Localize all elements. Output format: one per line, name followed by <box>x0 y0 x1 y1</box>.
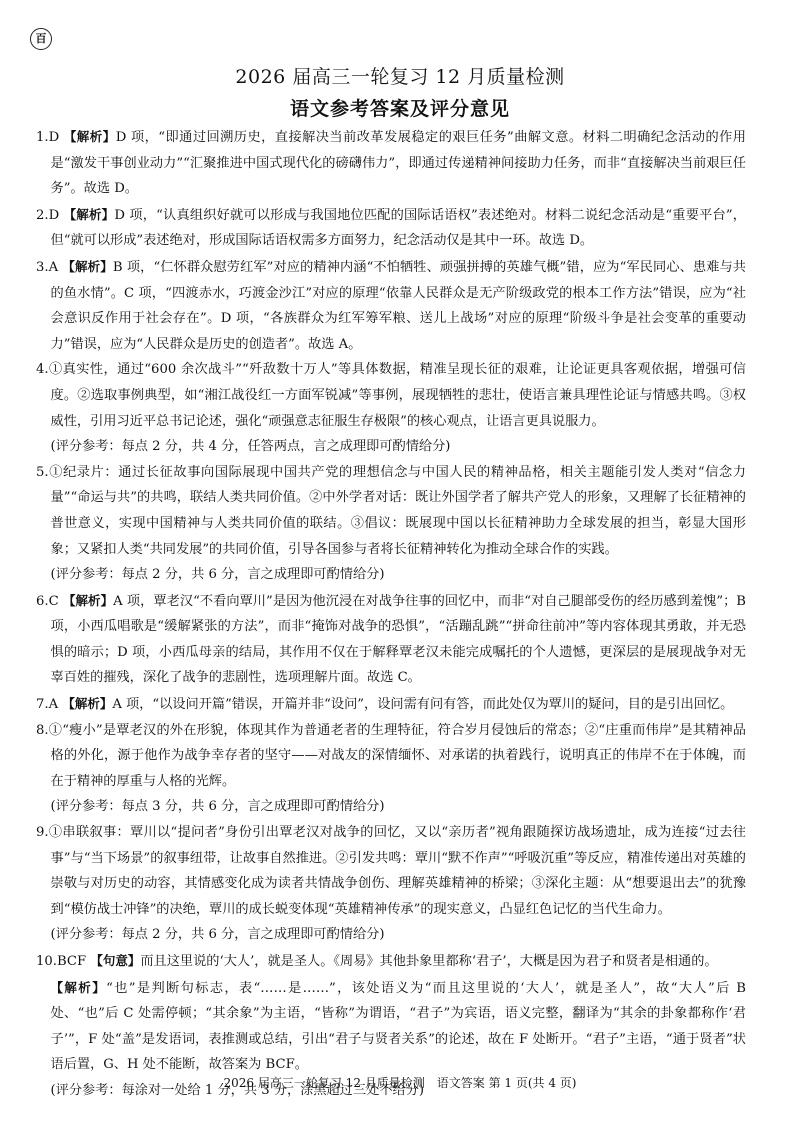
answer-item-4: 4.①真实性，通过“600 余次战斗”“歼敌数十万人”等具体数据，精准呈现长征的艰难，让论证更具客观依据，增强可信度。②选取事例典型，如“湘江战役红一方面军锐减”等事例，展现牺牲的悲壮，使语言兼具理性论证与情感共鸣。③权威性，引用习近平总书记论述，强化“顽强意志征服生存极限”的核心观点，让语言更具说服力。 <box>36 362 746 429</box>
publisher-logo: 百 <box>30 28 52 50</box>
scoring-note-10: (评分参考：每涂对一处给 1 分，共 3 分，涂黑超过三处不给分) <box>50 1082 425 1098</box>
answer-item-2: 2.D 【解析】D 项，“认真组织好就可以形成与我国地位匹配的国际话语权”表述绝对。材料二说纪念活动是“重要平台”，但“就可以形成”表述绝对，形成国际话语权需多方面努力，纪念活动仅是其中一环。故选 D。 <box>36 206 746 249</box>
scoring-note-5: (评分参考：每点 2 分，共 6 分，言之成理即可酌情给分) <box>50 567 385 583</box>
scoring-note-9: (评分参考：每点 2 分，共 6 分，言之成理即可酌情给分) <box>50 927 385 943</box>
answer-item-3: 3.A 【解析】B 项，“仁怀群众慰劳红军”对应的精神内涵“不怕牺牲、顽强拼搏的英雄气概”错，应为“军民同心、患难与共的鱼水情”。C 项，“四渡赤水，巧渡金沙江”对应的原理“依靠人民群众是无产阶级政党的根本工作方法”错误，应为“社会意识反作用于社会存在”。D 项，“各族群众为红军筹军粮、送儿上战场”对应的原理“阶级斗争是社会变革的重要动力”错误，应为“人民群众是历史的创造者”。故选 A。 <box>36 258 746 352</box>
scoring-note-4: (评分参考：每点 2 分，共 4 分，任答两点，言之成理即可酌情给分) <box>50 439 451 455</box>
answer-item-10: 10.BCF 【句意】而且这里说的‘大人’，就是圣人。《周易》其他卦象里都称‘君子’，大概是因为君子和贤者是相通的。 <box>36 953 718 969</box>
answer-item-1: 1.D 【解析】D 项，“即通过回溯历史，直接解决当前改革发展稳定的艰巨任务”曲解文意。材料二明确纪念活动的作用是“激发干事创业动力”“汇聚推进中国式现代化的磅礴伟力”，即通过传递精神间接助力任务，而非“直接解决当前艰巨任务”。故选 D。 <box>36 129 746 197</box>
answer-item-6: 6.C 【解析】A 项，覃老汉“不看向覃川”是因为他沉浸在对战争往事的回忆中，而非“对自己腿部受伤的经历感到羞愧”；B 项，小西瓜唱歌是“缓解紧张的方法”，而非“掩饰对战争的恐惧”，“活蹦乱跳”“拼命往前冲”等内容体现其勇敢，并无恐惧的暗示；D 项，小西瓜母亲的结局，其作用不仅在于解释覃老汉未能完成嘱托的个人遗憾，更深层的是展现战争对无辜百姓的摧残，深化了战争的悲剧性，选项理解片面。故选 C。 <box>36 592 746 686</box>
answer-item-7: 7.A 【解析】A 项，“以设问开篇”错误，开篇并非“设问”，设问需有问有答，而此处仅为覃川的疑问，目的是引出回忆。 <box>36 696 734 713</box>
answer-item-10-analysis: 【解析】“也”是判断句标志，表“……是……”，该处语义为“而且这里说的‘大人’，就是圣人”，故“大人”后 B 处、“也”后 C 处需停顿；“其余象”为主语，“皆称”为谓语，“君子”为宾语，语义完整，翻译为“其余的卦象都称作‘君子’”，F 处“盖”是发语词，表推测或总结，引出“君子与贤者关系”的论述，故在 F 处断开。“君子”主语，“通于贤者”状语后置，G、H 处不能断，故答案为 BCF。 <box>50 979 746 1073</box>
answer-item-8: 8.①“瘦小”是覃老汉的外在形貌，体现其作为普通老者的生理特征，符合岁月侵蚀后的常态；②“庄重而伟岸”是其精神品格的外化，源于他作为战争幸存者的坚守——对战友的深情缅怀、对承诺的执着践行，说明真正的伟岸不在于体魄，而在于精神的厚重与人格的光辉。 <box>36 722 746 789</box>
answer-content <box>36 124 746 1104</box>
answer-item-5: 5.①纪录片：通过长征故事向国际展现中国共产党的理想信念与中国人民的精神品格，相关主题能引发人类对“信念力量”“命运与共”的共鸣，联结人类共同价值。②中外学者对话：既让外国学者了解共产党人的形象，又理解了长征精神的普世意义，实现中国精神与人类共同价值的联结。③倡议：既展现中国以长征精神助力全球发展的担当，彰显大国形象；又紧扣人类“共同发展”的共同价值，引导各国参与者将长征精神转化为推动全球合作的实践。 <box>36 464 746 557</box>
page-title: 2026 届高三一轮复习 12 月质量检测 <box>235 66 565 88</box>
page-footer: 2026 届高三一轮复习 12 月质量检测 语文答案 第 1 页(共 4 页) <box>223 1076 577 1090</box>
answer-item-9: 9.①串联叙事：覃川以“提问者”身份引出覃老汉对战争的回忆，又以“亲历者”视角跟随探访战场遗址，成为连接“过去往事”与“当下场景”的叙事纽带，让故事自然推进。②引发共鸣：覃川“默不作声”“呼吸沉重”等反应，精准传递出对英雄的崇敬与对历史的动容，其情感变化成为读者共情战争创伤、理解英雄精神的桥梁；③深化主题：从“想要退出去”的犹豫到“模仿战士冲锋”的决绝，覃川的成长蜕变体现“英雄精神传承”的现实意义，凸显红色记忆的当代生命力。 <box>36 825 746 917</box>
scoring-note-8: (评分参考：每点 3 分，共 6 分，言之成理即可酌情给分) <box>50 799 385 815</box>
page-subtitle: 语文参考答案及评分意见 <box>289 98 510 120</box>
